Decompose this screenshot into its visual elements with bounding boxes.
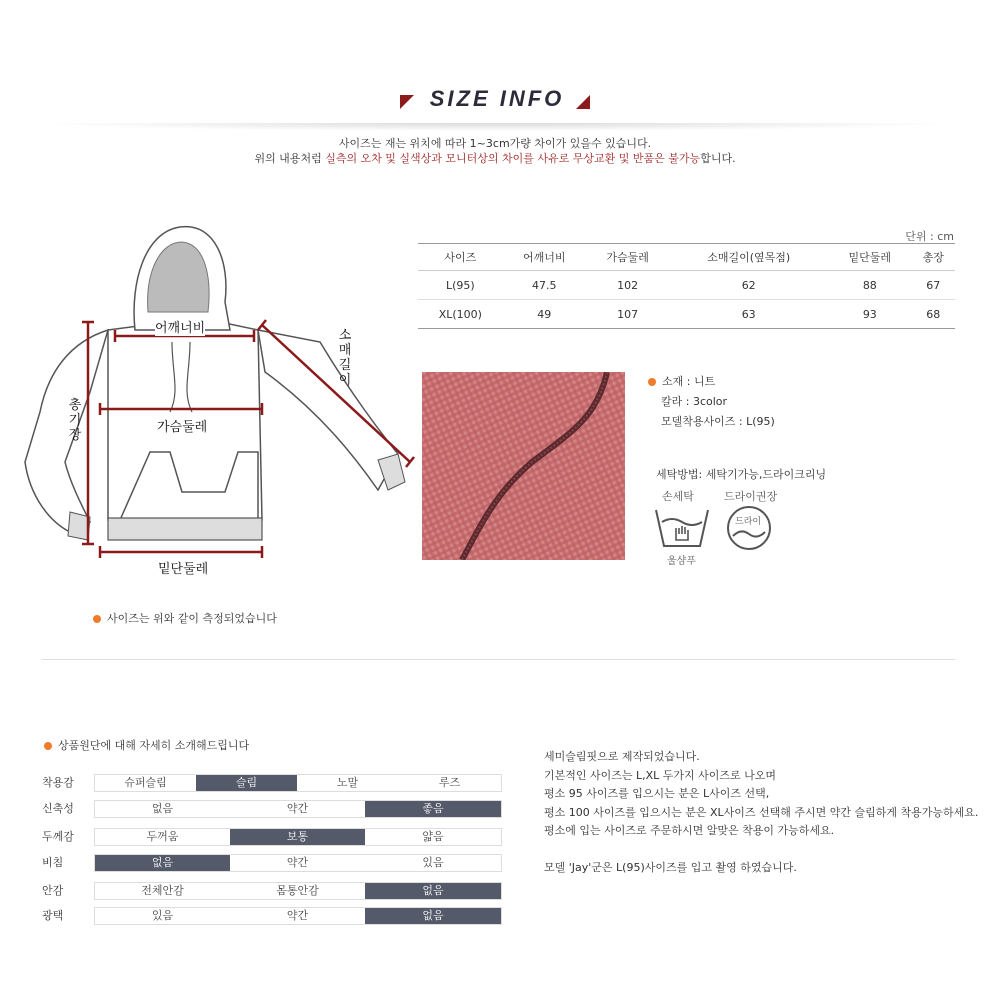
table-cell: 62 [669,271,828,300]
table-cell: L(95) [418,271,503,300]
table-cell: 63 [669,300,828,329]
product-description [544,748,978,877]
table-header: 사이즈 [418,244,503,271]
gauge-option: 몸통안감 [276,884,319,897]
gauge-label: 안감 [42,884,64,897]
bullet-dot-icon [93,615,101,623]
table-header: 소매길이(옆목점) [669,244,828,271]
gauge-stretch [42,800,502,816]
measure-note: 사이즈는 위와 같이 측정되었습니다 [93,610,277,626]
gauge-option: 전체안감 [141,884,184,897]
gauge-option: 있음 [422,856,444,869]
gauge-bar [94,800,502,818]
gauge-label: 광택 [42,909,64,922]
gauge-option: 약간 [286,802,309,815]
left-triangle-icon [400,95,414,109]
table-header: 가슴둘레 [586,244,669,271]
gauge-bar [94,907,502,925]
gauge-option-selected: 좋음 [365,801,501,817]
model-info-line: 모델 'Jay'군은 L(95)사이즈를 입고 촬영 하였습니다. [544,860,797,874]
gauge-label: 신축성 [42,802,74,815]
right-triangle-icon [576,95,590,109]
gauge-label: 두께감 [42,830,74,843]
size-info-header [0,86,990,112]
gauge-option: 노말 [336,776,359,789]
notice-line-1: 사이즈는 재는 위치에 따라 1~3cm가량 차이가 있을수 있습니다. [338,137,652,150]
gauge-bar [94,882,502,900]
fabric-photo [422,372,625,560]
gauge-label: 비침 [42,856,64,869]
fabric-detail-heading: 상품원단에 대해 자세히 소개해드립니다 [44,737,249,753]
gauge-option: 약간 [286,909,309,922]
bullet-dot-icon [648,378,656,386]
description-line: 평소 100 사이즈를 입으시는 분은 XL사이즈 선택해 주시면 약간 슬림하게 착용가능하세요. [544,805,979,819]
description-line: 평소에 입는 사이즈로 주문하시면 알맞은 착용이 가능하세요. [544,824,835,837]
gauge-option: 얇음 [422,830,444,843]
gauge-bar [94,828,502,846]
table-header: 밑단둘레 [828,244,911,271]
notice-warning: 실측의 오차 및 실색상과 모니터상의 차이를 사유로 무상교환 및 반품은 불가능 [325,152,701,165]
page-title: SIZE INFO [429,86,565,111]
gauge-option-selected: 보통 [230,829,365,845]
gauge-lining [42,882,502,898]
size-table [418,243,955,329]
gauge-option: 없음 [151,802,174,815]
section-divider [42,659,955,660]
table-cell: 93 [828,300,911,329]
hand-wash-icon [654,506,710,550]
gauge-option: 두꺼움 [146,830,179,843]
header-divider [30,123,960,131]
gauge-option: 슈퍼슬림 [124,776,167,789]
gauge-gloss [42,907,502,923]
notice-line-2: 위의 내용처럼 실측의 오차 및 실색상과 모니터상의 차이를 사유로 무상교환 및 반품은 불가능합니다. [254,152,736,165]
total-length-label: 총 기 장 [68,398,82,443]
table-header: 어깨너비 [503,244,586,271]
unit-label: 단위 : cm [905,230,954,243]
gauge-option: 있음 [151,909,174,922]
wool-shampoo-label: 울샴푸 [667,556,696,567]
gauge-bar [94,854,502,872]
chest-label: 가슴둘레 [157,420,208,435]
table-header-row [418,244,955,271]
gauge-option-selected: 없음 [95,855,230,871]
gauge-option-selected: 없음 [365,908,501,924]
dry-clean-icon: 드라이 [727,506,771,550]
gauge-option: 루즈 [438,776,461,789]
gauge-option: 약간 [286,856,309,869]
material-fabric: 소재 : 니트 [648,373,715,389]
table-cell: XL(100) [418,300,503,329]
gauge-option-selected: 없음 [365,883,501,899]
description-line: 기본적인 사이즈는 L,XL 두가지 사이즈로 나오며 [544,768,777,782]
table-cell: 47.5 [503,271,586,300]
gauge-option-selected: 슬림 [196,775,297,791]
sleeve-length-label: 소 매 길 이 [338,328,352,388]
bullet-dot-icon [44,742,52,750]
description-line: 세미슬림핏으로 제작되었습니다. [544,750,700,763]
dry-recommended-label: 드라이권장 [724,490,778,503]
description-line: 평소 95 사이즈를 입으시는 분은 L사이즈 선택, [544,787,770,800]
gauge-bar [94,774,502,792]
wash-method: 세탁방법: 세탁기가능,드라이크리닝 [656,468,827,481]
hem-label: 밑단둘레 [158,562,209,577]
table-cell: 102 [586,271,669,300]
hand-wash-label: 손세탁 [662,490,694,503]
gauge-see-through [42,854,502,870]
gauge-fit [42,774,502,790]
table-cell: 67 [911,271,955,300]
table-cell: 49 [503,300,586,329]
table-cell: 68 [911,300,955,329]
material-color: 칼라 : 3color [661,395,728,408]
material-model-size: 모델착용사이즈 : L(95) [661,415,775,428]
table-cell: 107 [586,300,669,329]
gauge-label: 착용감 [42,776,74,789]
table-row [418,271,955,300]
table-header: 총장 [911,244,955,271]
gauge-thickness [42,828,502,844]
shoulder-label: 어깨너비 [155,317,205,336]
table-row [418,300,955,329]
table-cell: 88 [828,271,911,300]
